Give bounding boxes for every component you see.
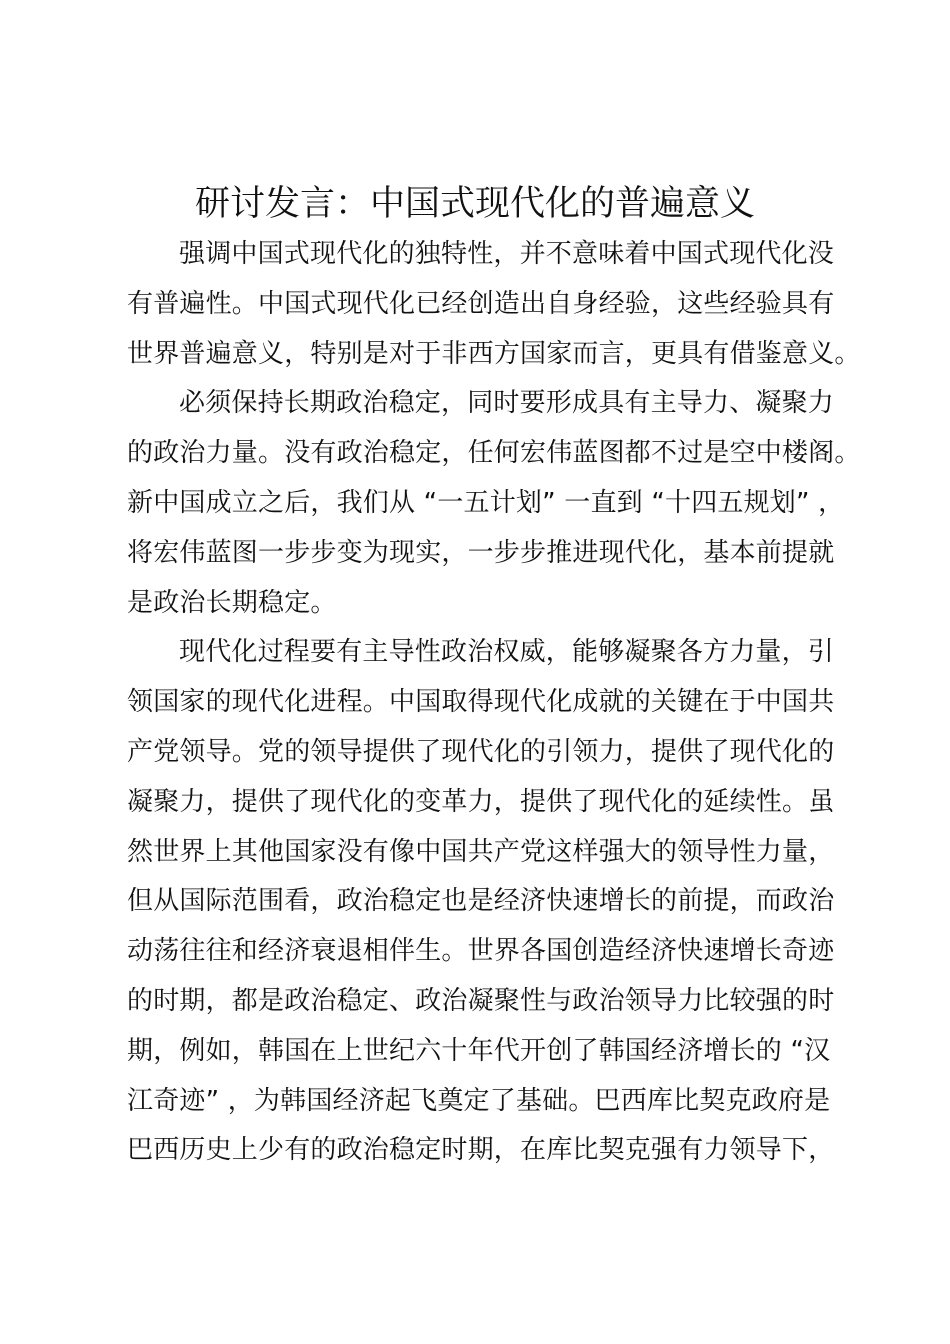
text-line: 但从国际范围看，政治稳定也是经济快速增长的前提，而政治	[127, 886, 835, 917]
text-line: 动荡往往和经济衰退相伴生。世界各国创造经济快速增长奇迹	[127, 936, 835, 967]
paragraph	[127, 230, 861, 379]
text-line: 巴西历史上少有的政治稳定时期，在库比契克强有力领导下，	[127, 1135, 835, 1166]
document-title: 研讨发言：中国式现代化的普遍意义	[194, 184, 755, 224]
paragraph	[127, 379, 861, 628]
text-line: 的政治力量。没有政治稳定，任何宏伟蓝图都不过是空中楼阁。	[127, 438, 861, 469]
text-line: 产党领导。党的领导提供了现代化的引领力，提供了现代化的	[127, 736, 835, 767]
text-line: 期，例如，韩国在上世纪六十年代开创了韩国经济增长的 “汉	[127, 1035, 831, 1066]
text-line: 是政治长期稳定。	[127, 587, 337, 618]
text-line: 然世界上其他国家没有像中国共产党这样强大的领导性力量，	[127, 836, 835, 867]
text-line: 凝聚力，提供了现代化的变革力，提供了现代化的延续性。虽	[127, 786, 835, 817]
text-line: 江奇迹” ，为韩国经济起飞奠定了基础。巴西库比契克政府是	[127, 1085, 831, 1116]
text-line: 的时期，都是政治稳定、政治凝聚性与政治领导力比较强的时	[127, 985, 835, 1016]
text-line: 世界普遍意义，特别是对于非西方国家而言，更具有借鉴意义。	[127, 338, 861, 369]
document-body	[127, 230, 861, 1176]
paragraph	[127, 628, 847, 1176]
text-line: 将宏伟蓝图一步步变为现实，一步步推进现代化，基本前提就	[127, 537, 835, 568]
text-line: 新中国成立之后，我们从 “一五计划” 一直到 “十四五规划” ，	[127, 487, 845, 518]
text-line: 有普遍性。中国式现代化已经创造出自身经验，这些经验具有	[127, 288, 835, 319]
text-line: 领国家的现代化进程。中国取得现代化成就的关键在于中国共	[127, 687, 835, 718]
text-line: 必须保持长期政治稳定，同时要形成具有主导力、凝聚力	[179, 388, 835, 419]
text-line: 强调中国式现代化的独特性，并不意味着中国式现代化没	[179, 239, 835, 269]
text-line: 现代化过程要有主导性政治权威，能够凝聚各方力量，引	[179, 637, 835, 668]
